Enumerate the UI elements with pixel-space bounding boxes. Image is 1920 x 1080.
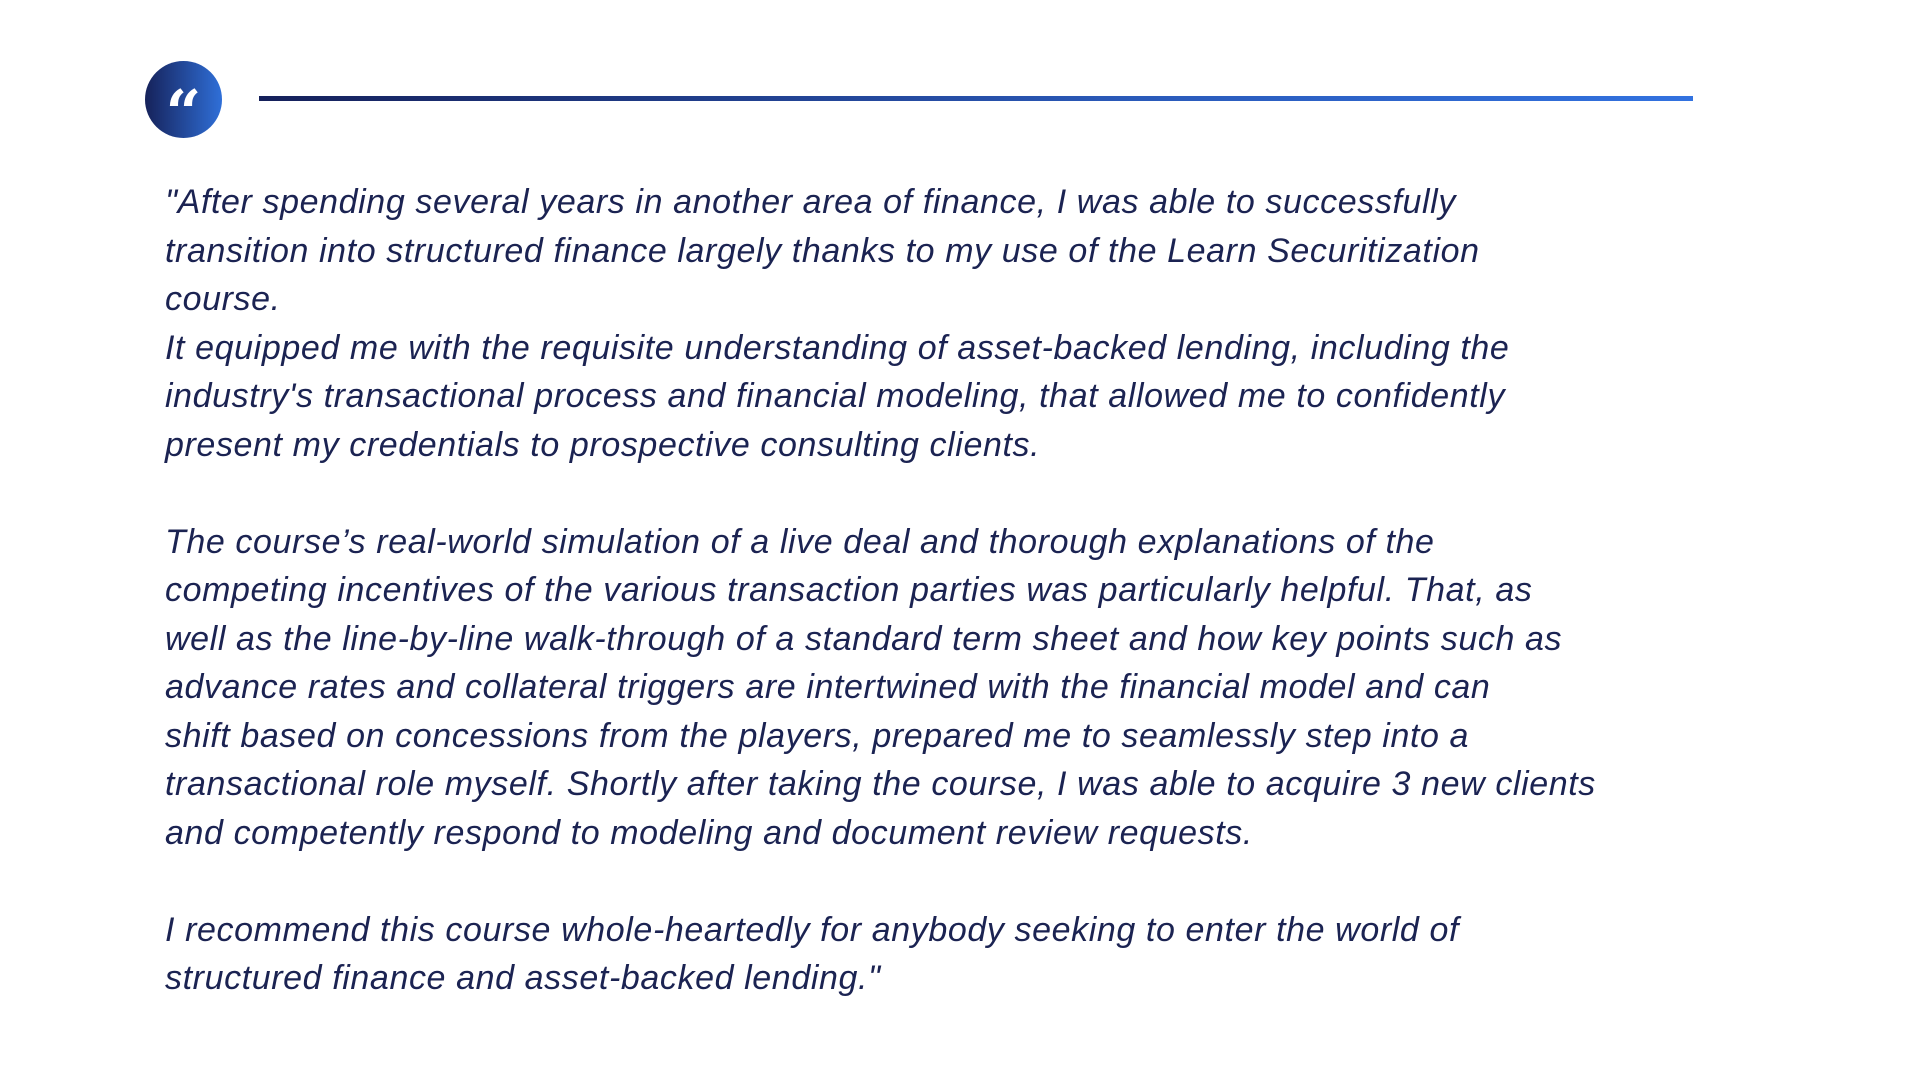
text-line: and competently respond to modeling and document review requests. xyxy=(165,813,1253,852)
text-line: well as the line-by-line walk-through of a standard term sheet and how key points such as xyxy=(165,619,1563,658)
text-line: transition into structured finance largely thanks to my use of the Learn Securitization xyxy=(165,231,1480,270)
testimonial-text xyxy=(165,178,1865,1003)
paragraph-3 xyxy=(165,906,1865,1003)
text-line: structured finance and asset-backed lending." xyxy=(165,959,881,997)
paragraph-1 xyxy=(165,178,1865,469)
text-line: shift based on concessions from the players, prepared me to seamlessly step into a xyxy=(165,716,1470,755)
text-line: transactional role myself. Shortly after taking the course, I was able to acquire 3 new clients xyxy=(165,765,1596,803)
paragraph-2 xyxy=(165,518,1865,858)
text-line: "After spending several years in another area of finance, I was able to successfully xyxy=(165,183,1456,221)
quote-icon: “ xyxy=(145,61,222,138)
text-line: advance rates and collateral triggers are intertwined with the financial model and can xyxy=(165,668,1491,706)
text-line: industry's transactional process and financial modeling, that allowed me to confidently xyxy=(165,377,1506,415)
text-line: It equipped me with the requisite understanding of asset-backed lending, including the xyxy=(165,328,1510,367)
divider-line xyxy=(259,96,1693,101)
text-line: I recommend this course whole-heartedly for anybody seeking to enter the world of xyxy=(165,910,1460,949)
text-line: The course’s real-world simulation of a live deal and thorough explanations of the xyxy=(165,522,1435,561)
text-line: present my credentials to prospective consulting clients. xyxy=(165,425,1041,464)
text-line: competing incentives of the various transaction parties was particularly helpful. That, as xyxy=(165,571,1533,609)
text-line: course. xyxy=(165,280,281,318)
